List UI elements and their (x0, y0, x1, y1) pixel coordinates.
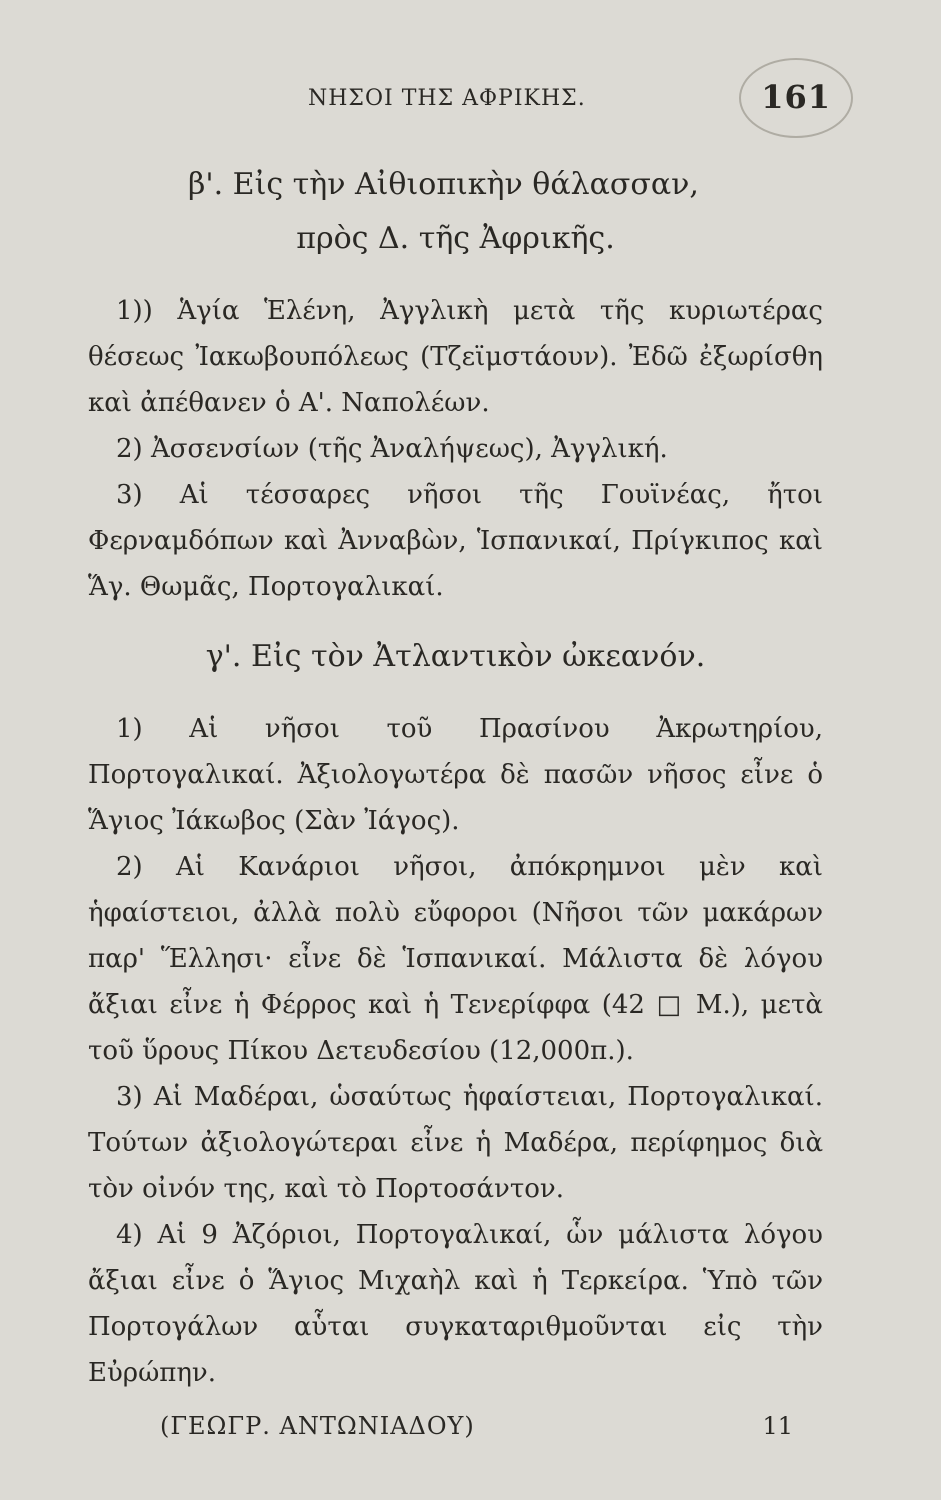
paragraph-cape-verde: 1) Αἱ νῆσοι τοῦ Πρασίνου Ἀκρωτηρίου, Πορτογαλικαί. Ἀξιολογωτέρα δὲ πασῶν νῆσος εἶνε ὁ Ἅγιος Ἰάκωβος (Σὰν Ἰάγος). (88, 714, 823, 836)
paragraph-canary: 2) Αἱ Κανάριοι νῆσοι, ἀπόκρημνοι μὲν καὶ ἡφαίστειοι, ἀλλὰ πολὺ εὔφοροι (Νῆσοι τῶν μακάρων παρ' Ἕλλησι· εἶνε δὲ Ἱσπανικαί. Μάλιστα δὲ λόγου ἄξιαι εἶνε ἡ Φέρρος καὶ ἡ Τενερίφφα (42 □ Μ.), μετὰ τοῦ ὕρους Πίκου Δετευδεσίου (12,000π.). (88, 852, 823, 1066)
footer-sheet-number: 11 (762, 1412, 793, 1440)
section-heading-b-line2: πρὸς Δ. τῆς Ἀφρικῆς. (296, 221, 615, 256)
paragraph-ascension: 2) Ἀσσενσίων (τῆς Ἀναλήψεως), Ἀγγλική. (116, 434, 668, 464)
footer-signature: (ΓΕΩΓΡ. ΑΝΤΩΝΙΑΔΟΥ) (160, 1412, 475, 1440)
paragraph-madeira: 3) Αἱ Μαδέραι, ὡσαύτως ἡφαίστειαι, Πορτογαλικαί. Τούτων ἀξιολογώτεραι εἶνε ἡ Μαδέρα, περίφημος διὰ τὸν οἰνόν της, καὶ τὸ Πορτοσάντον. (88, 1082, 823, 1204)
paragraph-guinea-islands: 3) Αἱ τέσσαρες νῆσοι τῆς Γουϊνέας, ἤτοι Φερναμδόπων καὶ Ἀνναβὼν, Ἱσπανικαί, Πρίγκιπος καὶ Ἅγ. Θωμᾶς, Πορτογαλικαί. (88, 480, 823, 602)
paragraph-azores: 4) Αἱ 9 Ἀζόριοι, Πορτογαλικαί, ὧν μάλιστα λόγου ἄξιαι εἶνε ὁ Ἅγιος Μιχαὴλ καὶ ἡ Τερκείρα. Ὑπὸ τῶν Πορτογάλων αὗται συγκαταριθμοῦνται εἰς τὴν Εὐρώπην. (88, 1220, 823, 1388)
page-footer (160, 1412, 823, 1440)
section-heading-b-line1: β'. Εἰς τὴν Αἰθιοπικὴν θάλασσαν, (188, 167, 699, 202)
page-number: 161 (761, 78, 831, 116)
paragraph-st-helena: 1)) Ἁγία Ἑλένη, Ἀγγλικὴ μετὰ τῆς κυριωτέρας θέσεως Ἰακωβουπόλεως (Τζεϊμστάουν). Ἐδῶ ἐξωρίσθη καὶ ἀπέθανεν ὁ Α'. Ναπολέων. (88, 296, 823, 418)
running-title: ΝΗΣΟΙ ΤΗΣ ΑΦΡΙΚΗΣ. (308, 86, 586, 111)
running-head (88, 72, 831, 132)
section-heading-c: γ'. Εἰς τὸν Ἀτλαντικὸν ὠκεανόν. (205, 639, 706, 674)
